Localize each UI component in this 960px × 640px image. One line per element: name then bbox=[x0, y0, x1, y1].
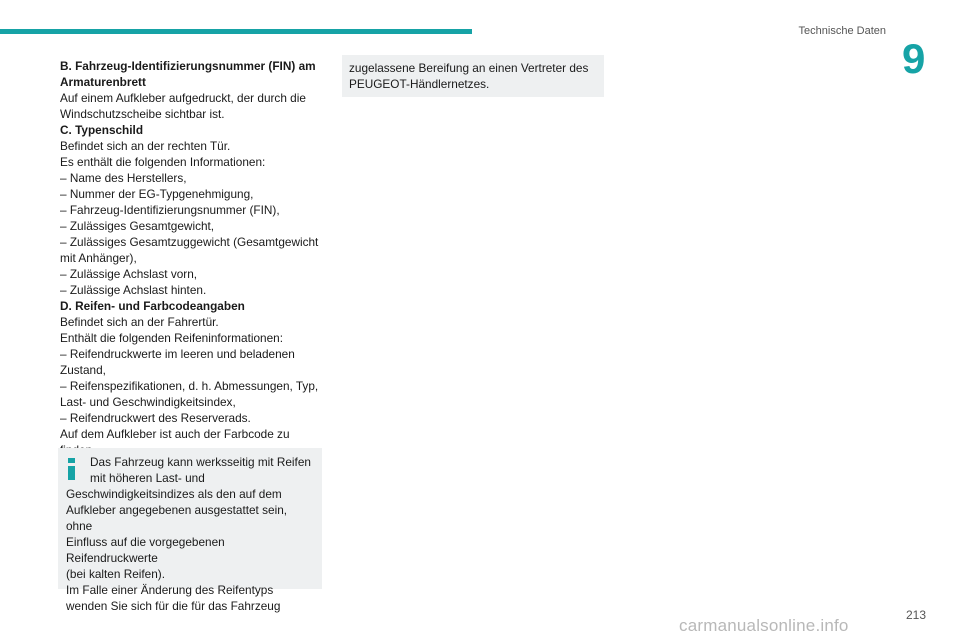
section-title: Technische Daten bbox=[798, 25, 886, 37]
header-accent-bar bbox=[0, 29, 472, 34]
body-line: Es enthält die folgenden Informationen: bbox=[60, 155, 266, 169]
info-line: Im Falle einer Änderung des Reifentyps bbox=[66, 583, 274, 597]
body-line: – Fahrzeug-Identifizierungsnummer (FIN), bbox=[60, 203, 280, 217]
chapter-number: 9 bbox=[902, 35, 926, 82]
body-line: Befindet sich an der Fahrertür. bbox=[60, 315, 219, 329]
body-line: – Name des Herstellers, bbox=[60, 171, 187, 185]
body-line: – Zulässige Achslast hinten. bbox=[60, 283, 207, 297]
body-line: – Reifendruckwerte im leeren und beladenen bbox=[60, 347, 295, 361]
section-heading: C. Typenschild bbox=[60, 123, 144, 137]
page-number: 213 bbox=[906, 608, 927, 622]
info-line: Aufkleber angegebenen ausgestattet sein, ohne bbox=[66, 503, 288, 533]
body-line: – Zulässige Achslast vorn, bbox=[60, 267, 198, 281]
info-line: Einfluss auf die vorgegebenen Reifendruckwerte bbox=[66, 535, 225, 565]
info-line: wenden Sie sich für die für das Fahrzeug bbox=[66, 599, 281, 613]
body-line: – Reifendruckwert des Reserverads. bbox=[60, 411, 251, 425]
body-line: Enthält die folgenden Reifeninformationen: bbox=[60, 331, 283, 345]
section-heading: Armaturenbrett bbox=[60, 75, 146, 89]
section-heading: D. Reifen- und Farbcodeangaben bbox=[60, 299, 245, 313]
info-line: mit höheren Last- und bbox=[90, 471, 205, 485]
body-line: Zustand, bbox=[60, 363, 106, 377]
body-line: Auf einem Aufkleber aufgedruckt, der durch die bbox=[60, 91, 306, 105]
info-line: Das Fahrzeug kann werksseitig mit Reifen bbox=[90, 455, 311, 469]
body-line: mit Anhänger), bbox=[60, 251, 137, 265]
info-line: Geschwindigkeitsindizes als den auf dem bbox=[66, 487, 282, 501]
info-line: (bei kalten Reifen). bbox=[66, 567, 166, 581]
body-line: – Zulässiges Gesamtzuggewicht (Gesamtgewicht bbox=[60, 235, 319, 249]
left-column-text bbox=[60, 58, 322, 458]
body-line: – Zulässiges Gesamtgewicht, bbox=[60, 219, 215, 233]
body-line: Befindet sich an der rechten Tür. bbox=[60, 139, 231, 153]
body-line: – Nummer der EG-Typgenehmigung, bbox=[60, 187, 254, 201]
watermark: carmanualsonline.info bbox=[679, 616, 849, 635]
body-line: – Reifenspezifikationen, d. h. Abmessungen, Typ, bbox=[60, 379, 319, 393]
continued-note-text bbox=[349, 60, 599, 92]
body-line: Windschutzscheibe sichtbar ist. bbox=[60, 107, 225, 121]
section-heading: B. Fahrzeug-Identifizierungsnummer (FIN) am bbox=[60, 59, 316, 73]
info-note-text bbox=[66, 454, 316, 614]
body-line: Auf dem Aufkleber ist auch der Farbcode zu bbox=[60, 427, 290, 441]
note-line: PEUGEOT-Händlernetzes. bbox=[349, 77, 490, 91]
body-line: Last- und Geschwindigkeitsindex, bbox=[60, 395, 236, 409]
note-line: zugelassene Bereifung an einen Vertreter des bbox=[349, 61, 589, 75]
continued-note-box bbox=[342, 55, 604, 97]
info-note-box bbox=[58, 448, 322, 613]
